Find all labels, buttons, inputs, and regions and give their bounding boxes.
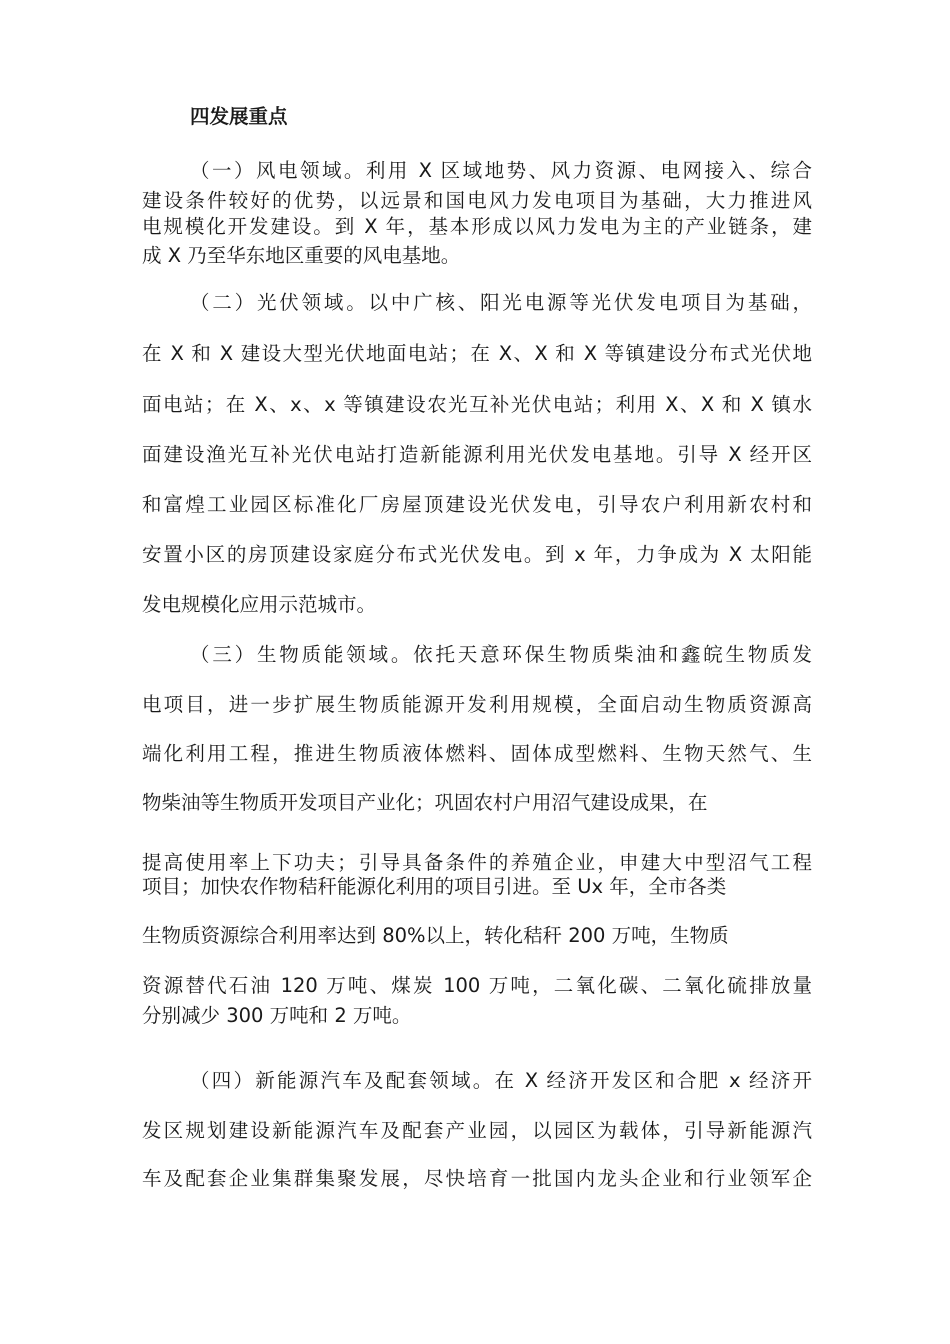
paragraph-line: 资源替代石油 120 万吨、煤炭 100 万吨，二氧化碳、二氧化硫排放量 xyxy=(142,974,812,997)
paragraph-line: 成 X 乃至华东地区重要的风电基地。 xyxy=(142,244,461,267)
paragraph-line: （四）新能源汽车及配套领域。在 X 经济开发区和合肥 x 经济开 xyxy=(190,1069,812,1092)
paragraph-line: （二）光伏领域。以中广核、阳光电源等光伏发电项目为基础， xyxy=(190,291,812,314)
paragraph-line: 物柴油等生物质开发项目产业化；巩固农村户用沼气建设成果，在 xyxy=(142,791,708,814)
paragraph-line: 面建设渔光互补光伏电站打造新能源利用光伏发电基地。引导 X 经开区 xyxy=(142,443,812,466)
paragraph-line: （三）生物质能领域。依托天意环保生物质柴油和鑫皖生物质发 xyxy=(190,643,812,666)
paragraph-line: （一）风电领域。利用 X 区域地势、风力资源、电网接入、综合 xyxy=(190,159,812,182)
paragraph-line: 建设条件较好的优势，以远景和国电风力发电项目为基础，大力推进风 xyxy=(142,189,812,212)
paragraph-line: 项目；加快农作物秸秆能源化利用的项目引进。至 Ux 年，全市各类 xyxy=(142,875,727,898)
paragraph-line: 端化利用工程，推进生物质液体燃料、固体成型燃料、生物天然气、生 xyxy=(142,742,812,765)
section-heading: 四发展重点 xyxy=(190,105,288,128)
paragraph-line: 生物质资源综合利用率达到 80%以上，转化秸秆 200 万吨，生物质 xyxy=(142,924,729,947)
paragraph-line: 车及配套企业集群集聚发展，尽快培育一批国内龙头企业和行业领军企 xyxy=(142,1167,812,1190)
paragraph-line: 面电站；在 X、x、x 等镇建设农光互补光伏电站；利用 X、X 和 X 镇水 xyxy=(142,393,812,416)
paragraph-line: 安置小区的房顶建设家庭分布式光伏发电。到 x 年，力争成为 X 太阳能 xyxy=(142,543,812,566)
paragraph-line: 发电规模化应用示范城市。 xyxy=(142,593,377,616)
paragraph-line: 提高使用率上下功夫；引导具备条件的养殖企业，申建大中型沼气工程 xyxy=(142,851,812,874)
paragraph-line: 发区规划建设新能源汽车及配套产业园，以园区为载体，引导新能源汽 xyxy=(142,1119,812,1142)
paragraph-line: 分别减少 300 万吨和 2 万吨。 xyxy=(142,1004,412,1027)
paragraph-line: 电项目，进一步扩展生物质能源开发利用规模，全面启动生物质资源高 xyxy=(142,693,812,716)
paragraph-line: 电规模化开发建设。到 X 年，基本形成以风力发电为主的产业链条，建 xyxy=(142,215,812,238)
paragraph-line: 在 X 和 X 建设大型光伏地面电站；在 X、X 和 X 等镇建设分布式光伏地 xyxy=(142,342,812,365)
paragraph-line: 和富煌工业园区标准化厂房屋顶建设光伏发电，引导农户利用新农村和 xyxy=(142,493,812,516)
